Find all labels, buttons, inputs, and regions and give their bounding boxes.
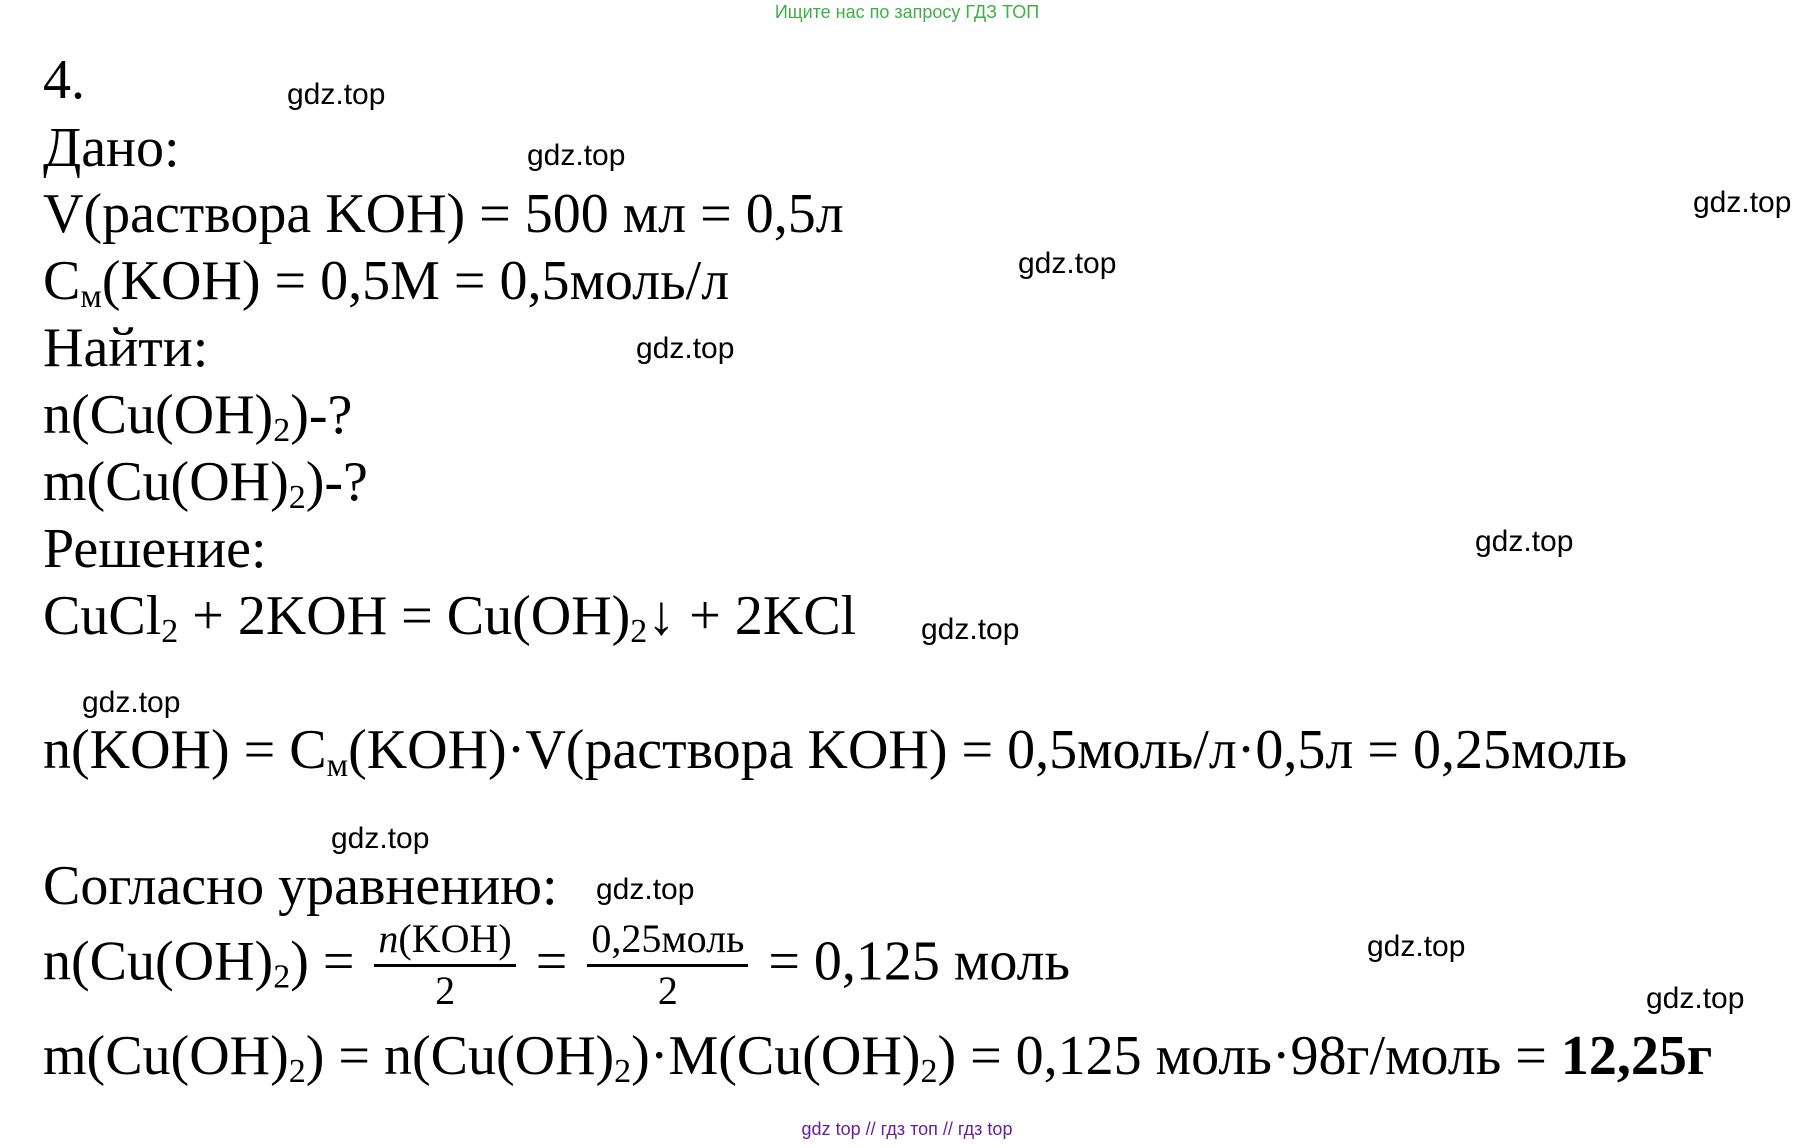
reaction-a: CuCl — [43, 585, 162, 647]
n-cu-eq: ) = — [290, 930, 369, 993]
find-m-pre: m(Cu(OH) — [43, 451, 289, 513]
watermark: gdz.top — [1475, 525, 1574, 558]
watermark: gdz.top — [527, 139, 626, 172]
n-koh-a: n(KOH) = C — [43, 719, 327, 781]
watermark: gdz.top — [921, 613, 1020, 646]
m-cu-c: )·M(Cu(OH) — [631, 1025, 921, 1087]
fraction-num-rest: (KOH) — [398, 916, 512, 961]
find-n-post: )-? — [290, 384, 353, 446]
watermark: gdz.top — [636, 332, 735, 365]
reaction-sub2: 2 — [630, 613, 648, 650]
n-cu-calc — [43, 918, 1070, 1015]
m-cu-sub1: 2 — [288, 1053, 306, 1090]
m-cu-sub3: 2 — [920, 1053, 938, 1090]
n-koh-b: (KOH)·V(раствора KOH) = 0,5моль/л·0,5л = 0,25моль — [348, 719, 1628, 781]
reaction-sub1: 2 — [161, 613, 179, 650]
given-conc-c: C — [43, 250, 81, 312]
find-m-post: )-? — [305, 451, 368, 513]
watermark: gdz.top — [1646, 982, 1745, 1015]
watermark: gdz.top — [1367, 930, 1466, 963]
according-text: Согласно уравнению: — [43, 855, 558, 917]
find-n — [43, 384, 353, 449]
reaction-c: ↓ + 2KCl — [647, 585, 857, 647]
fraction-denominator: 2 — [657, 968, 678, 1013]
given-concentration — [43, 250, 730, 315]
fraction-numerator — [374, 918, 515, 967]
fraction-denominator: 2 — [435, 968, 456, 1013]
find-n-sub: 2 — [273, 412, 291, 449]
n-koh-sub: м — [326, 747, 349, 784]
top-banner: Ищите нас по запросу ГДЗ ТОП — [774, 2, 1040, 22]
problem-number: 4. — [43, 49, 85, 111]
given-conc-sub: м — [80, 278, 102, 315]
fraction-n-koh — [374, 918, 515, 1015]
fraction-numerator: 0,25моль — [587, 918, 748, 967]
given-heading: Дано: — [43, 117, 180, 179]
n-cu-pre: n(Cu(OH) — [43, 930, 274, 993]
m-cu-sub2: 2 — [614, 1053, 632, 1090]
given-conc-rest: (KOH) = 0,5М = 0,5моль/л — [101, 250, 730, 312]
watermark: gdz.top — [331, 822, 430, 855]
solution-heading: Решение: — [43, 518, 267, 580]
m-cu-calc — [43, 1025, 1713, 1090]
watermark: gdz.top — [1693, 186, 1792, 219]
find-m — [43, 451, 368, 516]
find-n-pre: n(Cu(OH) — [43, 384, 274, 446]
m-cu-d: ) = 0,125 моль·98г/моль = — [937, 1025, 1561, 1087]
watermark: gdz.top — [82, 686, 181, 719]
reaction-b: + 2KOH = Cu(OH) — [178, 585, 631, 647]
fraction-num-n: n — [378, 916, 399, 961]
m-cu-b: ) = n(Cu(OH) — [305, 1025, 615, 1087]
fraction-value — [587, 918, 748, 1015]
reaction-equation — [43, 585, 857, 650]
bottom-banner: gdz top // гдз топ // гдз top — [801, 1119, 1013, 1139]
watermark: gdz.top — [1018, 247, 1117, 280]
n-cu-result: = 0,125 моль — [754, 930, 1071, 993]
n-cu-sub: 2 — [273, 958, 291, 996]
n-koh-calc — [43, 719, 1628, 784]
find-m-sub: 2 — [288, 479, 306, 516]
watermark: gdz.top — [287, 78, 386, 111]
watermark: gdz.top — [596, 873, 695, 906]
find-heading: Найти: — [43, 317, 209, 379]
final-answer: 12,25г — [1560, 1025, 1713, 1087]
m-cu-a: m(Cu(OH) — [43, 1025, 289, 1087]
given-volume: V(раствора KOH) = 500 мл = 0,5л — [43, 183, 844, 245]
fraction-equals: = — [521, 930, 582, 993]
